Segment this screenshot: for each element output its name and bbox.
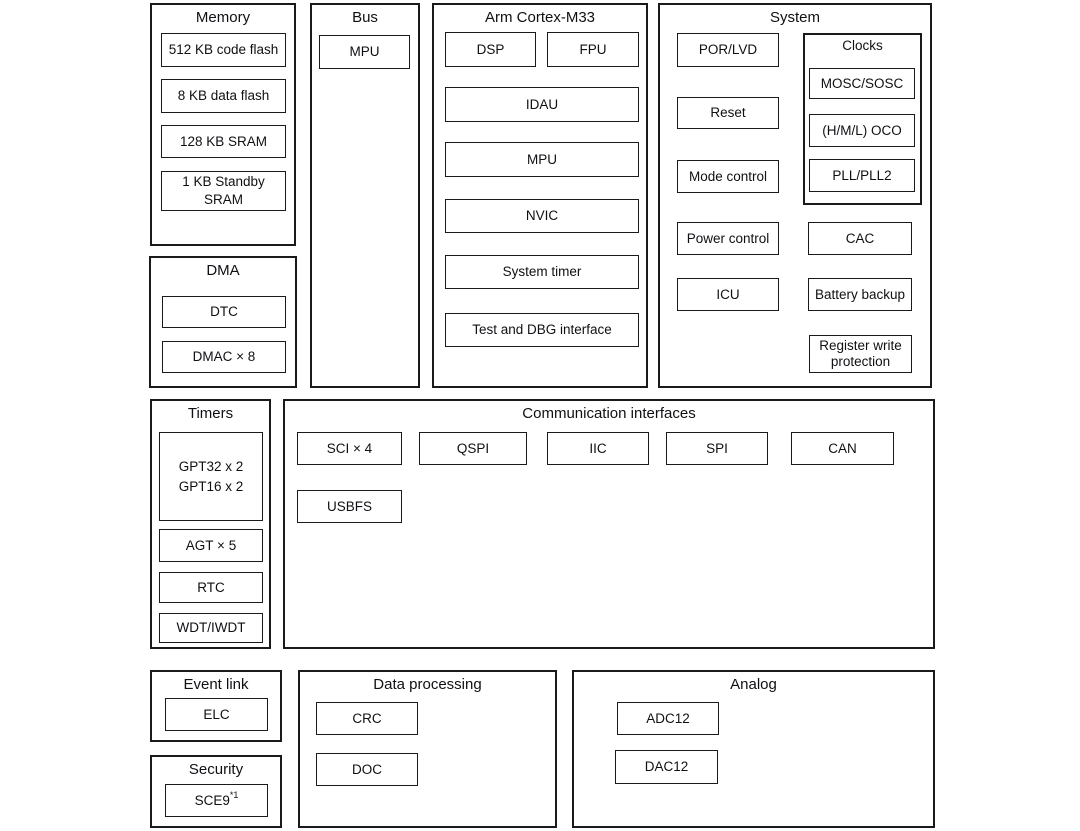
panel-data-processing-title: Data processing [373, 676, 482, 693]
panel-analog [572, 670, 935, 828]
panel-communication-interfaces [283, 399, 935, 649]
block-iic: IIC [547, 432, 649, 465]
block-rwp-line2: protection [830, 354, 891, 369]
panel-analog-title: Analog [730, 676, 777, 693]
panel-system-title: System [769, 9, 820, 26]
block-reset: Reset [677, 97, 779, 129]
block-agt: AGT × 5 [159, 529, 263, 562]
block-mode-control: Mode control [677, 160, 779, 193]
block-bus-mpu: MPU [319, 35, 410, 69]
panel-security-title: Security [188, 761, 244, 778]
block-sce9 [165, 784, 268, 817]
panel-timers [150, 399, 271, 649]
panel-comm-title: Communication interfaces [522, 405, 696, 422]
block-cortex-mpu: MPU [445, 142, 639, 177]
block-power-control: Power control [677, 222, 779, 255]
subpanel-clocks-title: Clocks [842, 38, 883, 53]
block-por-lvd: POR/LVD [677, 33, 779, 67]
panel-cortex [432, 3, 648, 388]
block-battery-backup: Battery backup [808, 278, 912, 311]
panel-dma [149, 256, 297, 388]
block-data-flash: 8 KB data flash [161, 79, 286, 113]
block-wdt-iwdt: WDT/IWDT [159, 613, 263, 643]
block-crc: CRC [316, 702, 418, 735]
block-pll: PLL/PLL2 [809, 159, 915, 192]
block-sci: SCI × 4 [297, 432, 402, 465]
subpanel-clocks [803, 33, 922, 205]
panel-security [150, 755, 282, 828]
block-cac: CAC [808, 222, 912, 255]
block-register-write-protection [809, 335, 912, 373]
block-can: CAN [791, 432, 894, 465]
block-oco: (H/M/L) OCO [809, 114, 915, 147]
block-qspi: QSPI [419, 432, 527, 465]
panel-bus [310, 3, 420, 388]
block-standby-sram-line1: 1 KB Standby [182, 174, 265, 190]
panel-dma-title: DMA [206, 262, 240, 279]
panel-system [658, 3, 932, 388]
panel-memory-title: Memory [195, 9, 251, 26]
block-sce9-label: SCE9 [194, 792, 230, 808]
block-dmac: DMAC × 8 [162, 341, 286, 373]
block-icu: ICU [677, 278, 779, 311]
block-gpt-line2: GPT16 x 2 [178, 478, 244, 494]
block-usbfs: USBFS [297, 490, 402, 523]
block-test-dbg-interface: Test and DBG interface [445, 313, 639, 347]
panel-memory [150, 3, 296, 246]
block-dac12: DAC12 [615, 750, 718, 784]
block-elc: ELC [165, 698, 268, 731]
block-spi: SPI [666, 432, 768, 465]
block-nvic: NVIC [445, 199, 639, 233]
block-gpt-line1: GPT32 x 2 [178, 458, 244, 474]
panel-bus-title: Bus [352, 9, 378, 26]
block-rtc: RTC [159, 572, 263, 603]
block-standby-sram [161, 171, 286, 211]
block-sram: 128 KB SRAM [161, 125, 286, 158]
panel-event-link [150, 670, 282, 742]
panel-data-processing [298, 670, 557, 828]
block-fpu: FPU [547, 32, 639, 67]
block-code-flash: 512 KB code flash [161, 33, 286, 67]
block-mosc-sosc: MOSC/SOSC [809, 68, 915, 99]
block-standby-sram-line2: SRAM [203, 192, 243, 207]
block-rwp-line1: Register write [819, 337, 902, 353]
block-dsp: DSP [445, 32, 536, 67]
block-idau: IDAU [445, 87, 639, 122]
block-system-timer: System timer [445, 255, 639, 289]
block-dtc: DTC [162, 296, 286, 328]
block-sce9-footnote: *1 [229, 789, 239, 800]
block-doc: DOC [316, 753, 418, 786]
block-gpt [159, 432, 263, 521]
block-adc12: ADC12 [617, 702, 719, 735]
panel-timers-title: Timers [187, 405, 234, 422]
panel-cortex-title: Arm Cortex-M33 [484, 9, 596, 26]
panel-event-link-title: Event link [183, 676, 249, 693]
